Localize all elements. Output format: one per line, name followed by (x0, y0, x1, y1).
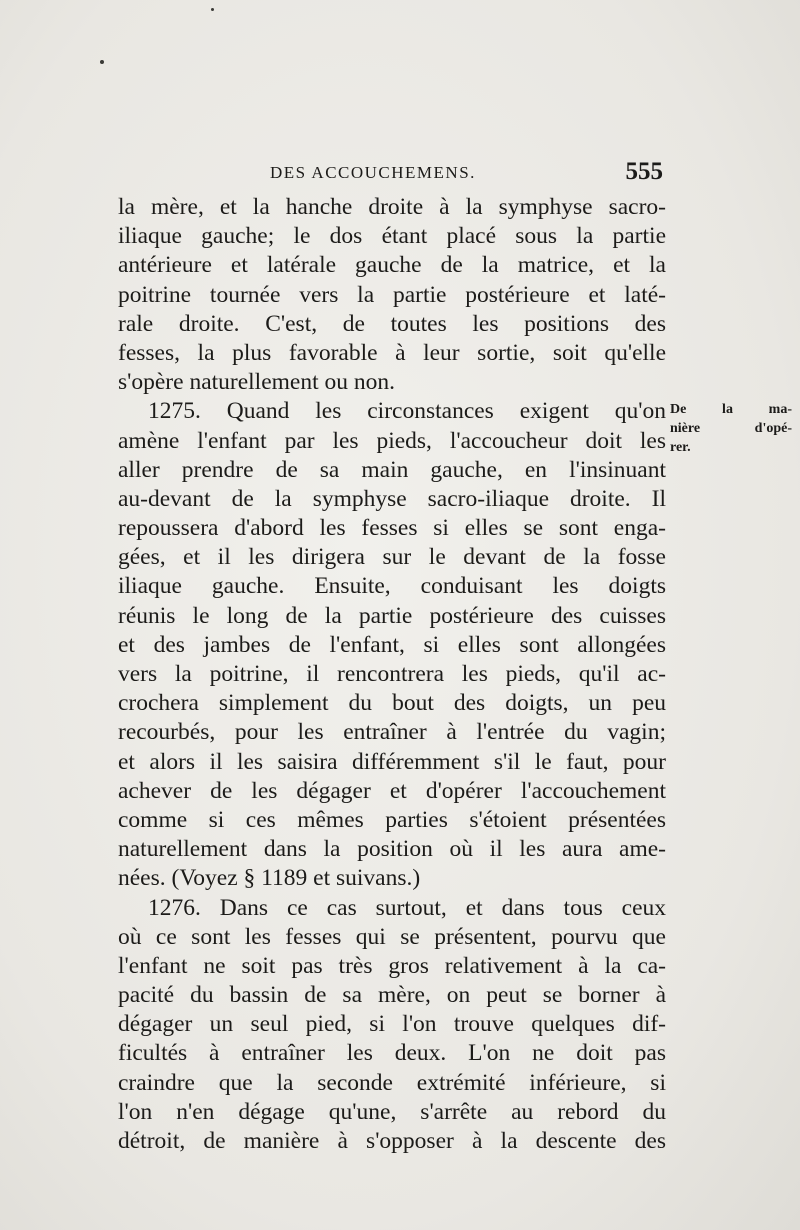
text-line: détroit, de manière à s'opposer à la descente des (118, 1128, 666, 1154)
paragraph-start-1276: 1276. Dans ce cas surtout, et dans tous ceux (148, 894, 666, 921)
text-line: iliaque gauche; le dos étant placé sous la partie (118, 223, 666, 250)
ink-speck (100, 60, 104, 64)
text-line: s'opère naturellement ou non. (118, 369, 396, 396)
text-line: vers la poitrine, il rencontrera les pieds, qu'il ac- (118, 661, 666, 687)
show-through-text (668, 292, 796, 372)
text-line: et des jambes de l'enfant, si elles sont allongées (118, 631, 666, 658)
text-line: fesses, la plus favorable à leur sortie, soit qu'elle (118, 339, 666, 366)
page-number: 555 (625, 158, 663, 185)
margin-note-line: nière d'opé- (670, 421, 792, 436)
text-line: où ce sont les fesses qui se présentent, pourvu que (118, 923, 666, 950)
text-line: crochera simplement du bout des doigts, un peu (118, 690, 666, 717)
text-line: aller prendre de sa main gauche, en l'insinuant (118, 456, 666, 483)
text-line: achever de les dégager et d'opérer l'accouchement (118, 777, 666, 804)
text-line: nées. (Voyez § 1189 et suivans.) (118, 865, 421, 892)
text-line: recourbés, pour les entraîner à l'entrée du vagin; (118, 719, 666, 746)
text-line: l'on n'en dégage qu'une, s'arrête au rebord du (118, 1098, 666, 1125)
page-header (118, 160, 663, 190)
margin-note-line: rer. (670, 440, 691, 455)
text-line: naturellement dans la position où il les aura ame- (118, 836, 666, 863)
margin-note (670, 400, 792, 457)
text-line: comme si ces mêmes parties s'étoient présentées (118, 806, 666, 833)
text-line: au-devant de la symphyse sacro-iliaque droite. Il (118, 485, 666, 512)
text-line: repoussera d'abord les fesses si elles se sont enga- (118, 515, 666, 542)
margin-note-line: De la ma- (670, 402, 792, 417)
text-line: pacité du bassin de sa mère, on peut se borner à (118, 982, 666, 1009)
text-line: et alors il les saisira différemment s'il le faut, pour (118, 748, 666, 775)
text-line: poitrine tournée vers la partie postérieure et laté- (118, 281, 666, 308)
text-line: l'enfant ne soit pas très gros relativement à la ca- (118, 952, 666, 979)
ink-speck (211, 8, 214, 11)
text-line: dégager un seul pied, si l'on trouve quelques dif- (118, 1011, 666, 1038)
text-line: craindre que la seconde extrémité inférieure, si (118, 1069, 666, 1096)
paragraph-start-1275: 1275. Quand les circonstances exigent qu'on (148, 398, 666, 425)
running-title: DES ACCOUCHEMENS. (270, 163, 476, 182)
text-line: iliaque gauche. Ensuite, conduisant les doigts (118, 573, 666, 600)
text-line: amène l'enfant par les pieds, l'accoucheur doit les (118, 427, 666, 454)
text-line: ficultés à entraîner les deux. L'on ne doit pas (118, 1040, 666, 1067)
text-line: réunis le long de la partie postérieure des cuisses (118, 602, 666, 629)
text-line: antérieure et latérale gauche de la matrice, et la (118, 252, 666, 279)
text-line: la mère, et la hanche droite à la symphyse sacro- (118, 194, 666, 220)
text-line: rale droite. C'est, de toutes les positions des (118, 310, 666, 337)
text-line: gées, et il les dirigera sur le devant de la fosse (118, 544, 666, 571)
body-text (118, 193, 666, 1156)
